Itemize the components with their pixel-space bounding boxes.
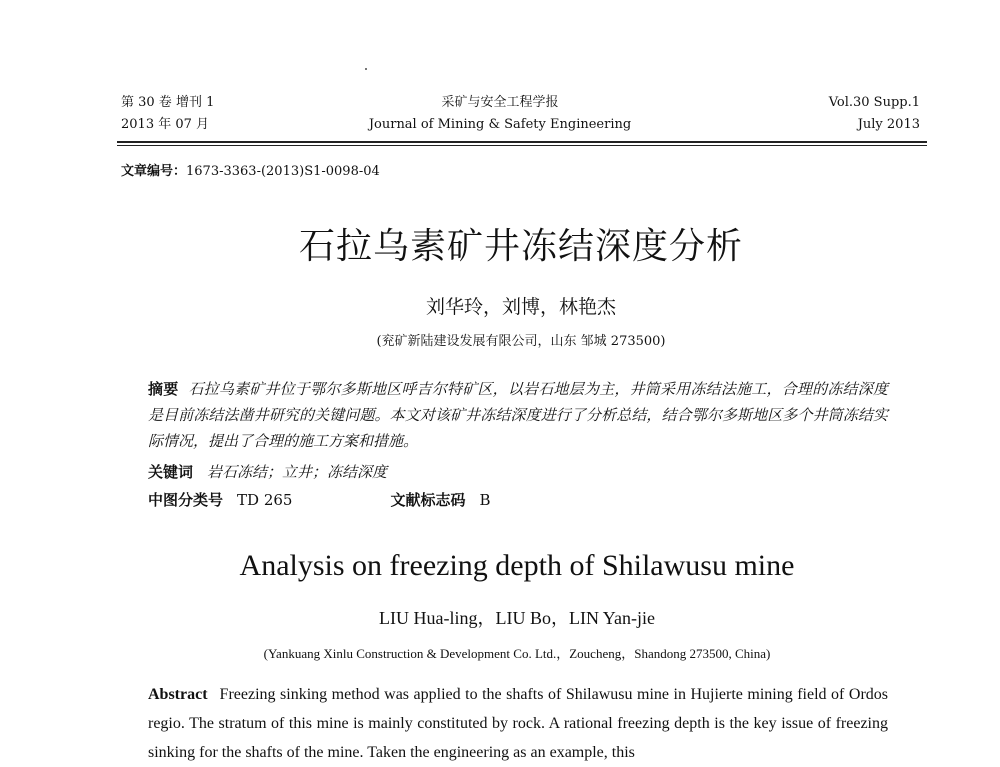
abstract-cn-label: 摘要	[148, 380, 179, 398]
clc-label: 中图分类号	[148, 491, 224, 509]
abstract-cn-text: 石拉乌素矿井位于鄂尔多斯地区呼吉尔特矿区，以岩石地层为主，井筒采用冻结法施工，合理的冻结深度是目前冻结法凿井研究的关键问题。本文对该矿井冻结深度进行了分析总结，结合鄂尔多斯地区多个井筒冻结实际情况，提出了合理的施工方案和措施。	[148, 380, 888, 450]
doc-code-value: B	[479, 491, 491, 509]
doc-code-label: 文献标志码	[390, 491, 466, 509]
classification-line	[148, 488, 491, 512]
journal-name	[300, 92, 700, 136]
abstract-en-text: Freezing sinking method was applied to the shafts of Shilawusu mine in Hujierte mining field of Ordos regio. The stratum of this mine is mainly constituted by rock. A rational freezing depth is the key issue of freezing sinking for the shafts of the mine. Taken the engineering as an example, this	[148, 686, 888, 761]
issue-date-en: July 2013	[857, 117, 920, 132]
clc-value: TD 265	[237, 491, 293, 509]
authors-cn: 刘华玲，刘博，林艳杰	[425, 296, 616, 318]
volume-issue: 第 30 卷 增刊 1	[121, 95, 215, 110]
article-number-label: 文章编号：	[121, 164, 187, 179]
journal-volume-info	[121, 92, 214, 136]
header-rule-thin	[117, 145, 927, 146]
header-rule-thick	[117, 141, 927, 143]
journal-name-cn: 采矿与安全工程学报	[441, 95, 559, 110]
journal-name-en: Journal of Mining & Safety Engineering	[368, 117, 632, 132]
article-number-value: 1673-3363-(2013)S1-0098-04	[186, 164, 380, 179]
paper-title-cn: 石拉乌素矿井冻结深度分析	[298, 226, 743, 267]
affiliation-en: (Yankuang Xinlu Construction & Development Co. Ltd.，Zoucheng，Shandong 273500, China)	[263, 646, 771, 661]
article-number	[121, 160, 380, 179]
issue-date-cn: 2013 年 07 月	[121, 117, 210, 132]
scan-speck	[365, 68, 367, 70]
journal-volume-info-en	[829, 92, 920, 136]
keywords-cn	[148, 460, 387, 484]
authors-en: LIU Hua-ling，LIU Bo，LIN Yan-jie	[379, 608, 655, 628]
keywords-cn-label: 关键词	[148, 463, 194, 481]
keywords-cn-value: 岩石冻结；立井；冻结深度	[207, 463, 388, 481]
abstract-cn	[148, 376, 888, 454]
volume-supp-en: Vol.30 Supp.1	[828, 95, 920, 110]
paper-title-en: Analysis on freezing depth of Shilawusu mine	[239, 549, 795, 582]
abstract-en-label: Abstract	[148, 686, 208, 703]
affiliation-cn: (兖矿新陆建设发展有限公司，山东 邹城 273500)	[376, 334, 666, 349]
abstract-en	[148, 680, 888, 767]
